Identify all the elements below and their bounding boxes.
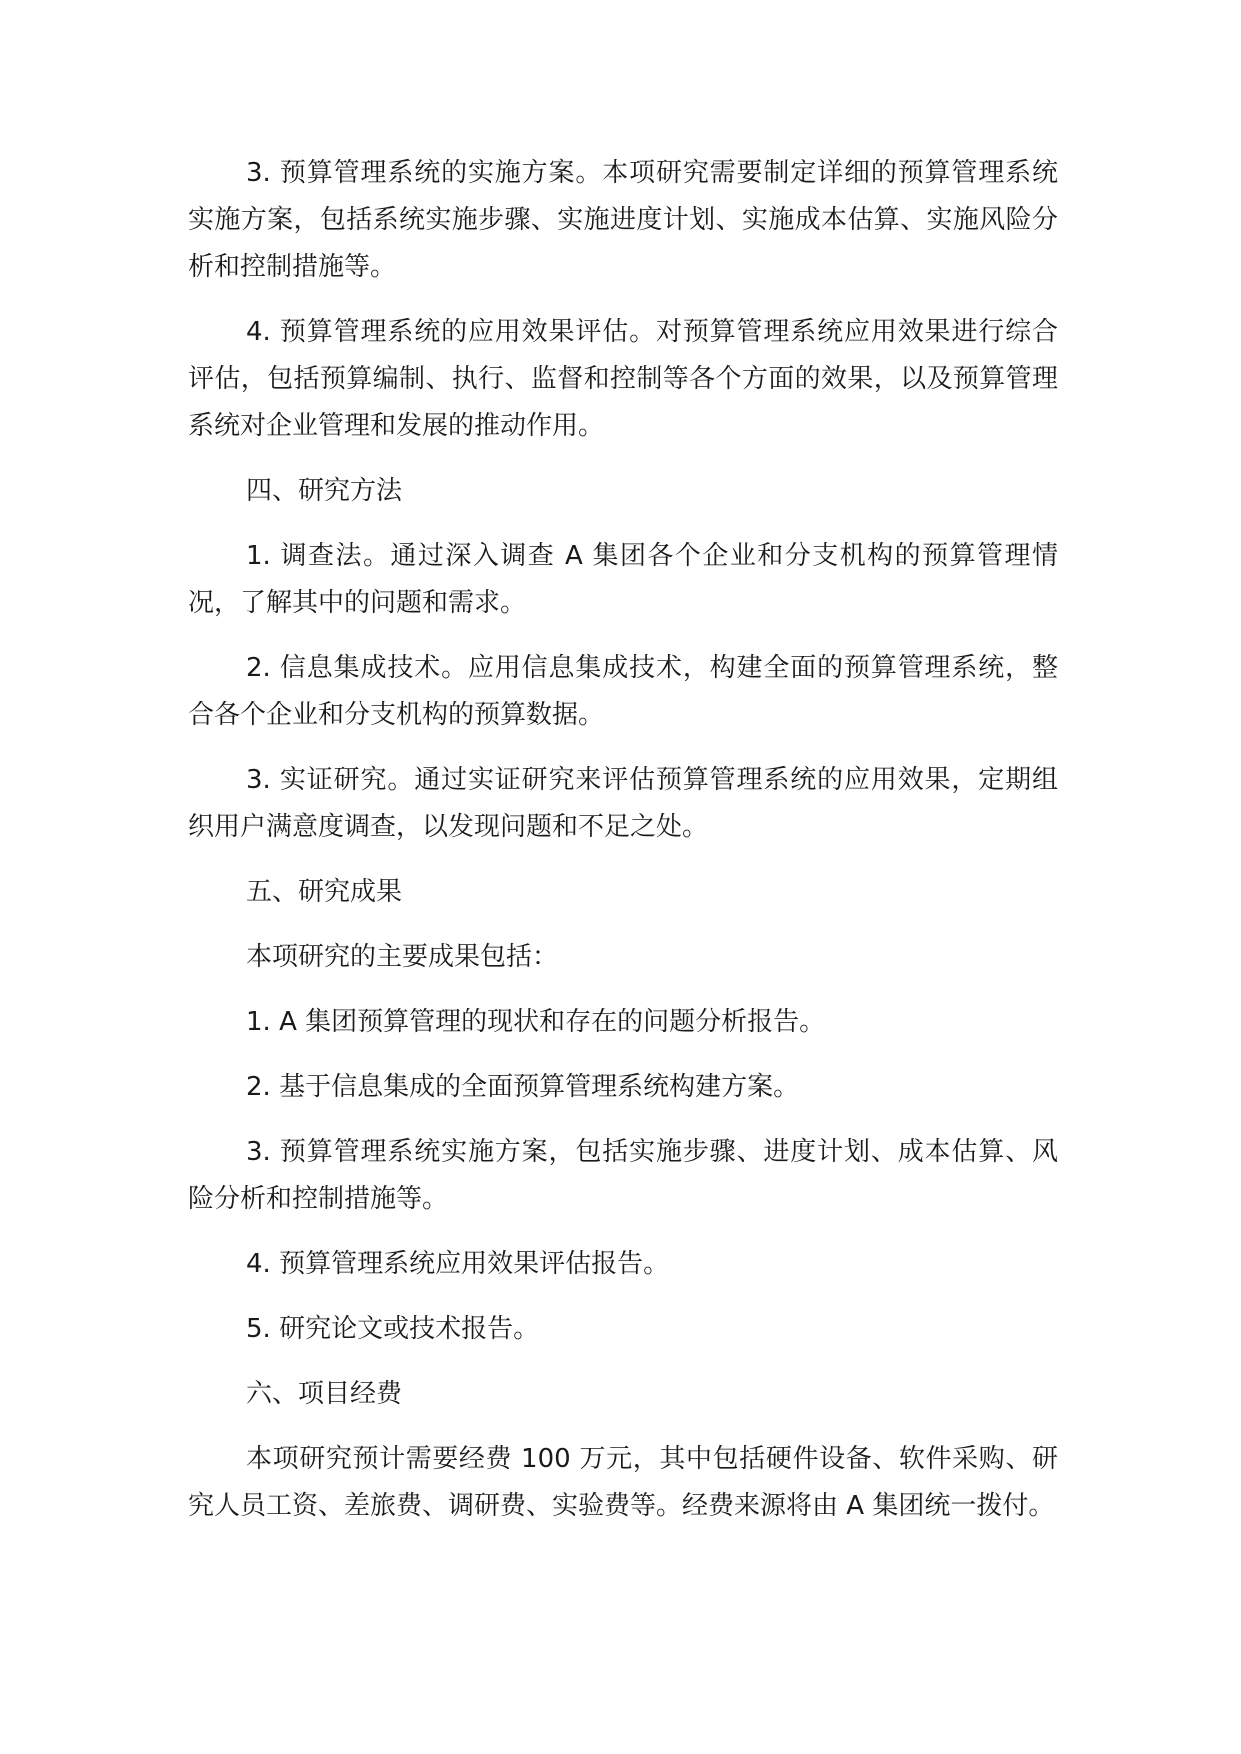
paragraph-survey-method: 1. 调查法。通过深入调查 A 集团各个企业和分支机构的预算管理情况，了解其中的问题和需求。 [188, 541, 1058, 618]
list-item-result-5: 5. 研究论文或技术报告。 [246, 1314, 540, 1344]
paragraph-funding-details: 本项研究预计需要经费 100 万元，其中包括硬件设备、软件采购、研究人员工资、差旅费、调研费、实验费等。经费来源将由 A 集团统一拨付。 [188, 1444, 1058, 1521]
paragraph-implementation-plan: 3. 预算管理系统的实施方案。本项研究需要制定详细的预算管理系统实施方案，包括系统实施步骤、实施进度计划、实施成本估算、实施风险分析和控制措施等。 [188, 158, 1058, 282]
paragraph-empirical-research: 3. 实证研究。通过实证研究来评估预算管理系统的应用效果，定期组织用户满意度调查，以发现问题和不足之处。 [188, 765, 1058, 842]
section-heading-research-methods: 四、研究方法 [246, 476, 403, 506]
paragraph-results-intro: 本项研究的主要成果包括： [246, 942, 559, 972]
paragraph-info-integration: 2. 信息集成技术。应用信息集成技术，构建全面的预算管理系统，整合各个企业和分支机构的预算数据。 [188, 653, 1058, 730]
list-item-result-3: 3. 预算管理系统实施方案，包括实施步骤、进度计划、成本估算、风险分析和控制措施等。 [188, 1137, 1058, 1214]
section-heading-project-funding: 六、项目经费 [246, 1379, 403, 1409]
paragraph-effect-evaluation: 4. 预算管理系统的应用效果评估。对预算管理系统应用效果进行综合评估，包括预算编制、执行、监督和控制等各个方面的效果，以及预算管理系统对企业管理和发展的推动作用。 [188, 317, 1058, 441]
list-item-result-1: 1. A 集团预算管理的现状和存在的问题分析报告。 [246, 1007, 826, 1037]
document-body [188, 150, 1058, 1548]
section-heading-research-results: 五、研究成果 [246, 877, 403, 907]
list-item-result-4: 4. 预算管理系统应用效果评估报告。 [246, 1249, 670, 1279]
list-item-result-2: 2. 基于信息集成的全面预算管理系统构建方案。 [246, 1072, 800, 1102]
